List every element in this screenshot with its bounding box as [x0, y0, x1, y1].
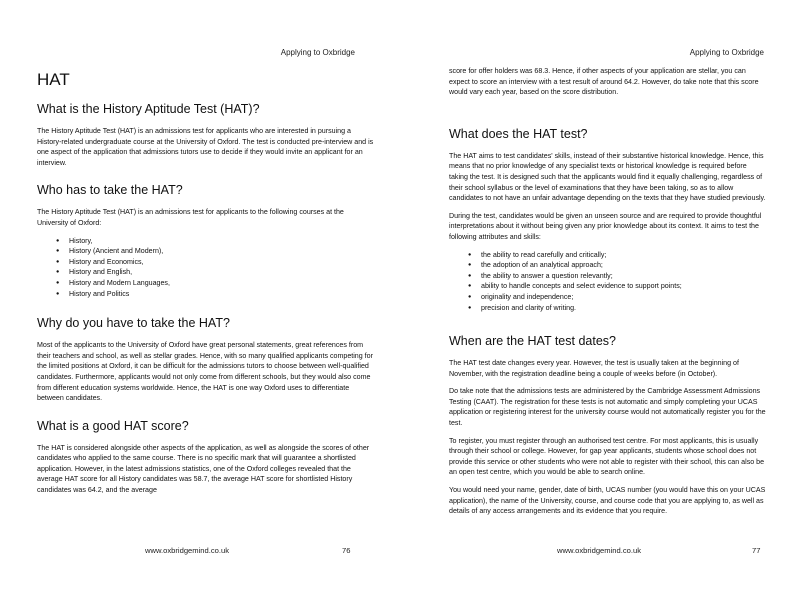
running-head: Applying to Oxbridge: [689, 48, 764, 57]
course-list: [56, 236, 375, 300]
list-item: ● History and English,: [56, 267, 375, 278]
paragraph: The HAT test date changes every year. However, the test is usually taken at the beginning of November, with the registration deadline being a couple of weeks before (in October).: [449, 359, 739, 378]
paragraph: To register, you must register through an authorised test centre. For most applicants, this is usually through their school or college. However, for gap year applicants, students whose school does not provide this service or other students who were not able to register with their school, this can also be an open test centre, which you would be able to search online.: [449, 436, 765, 477]
section-heading: What is a good HAT score?: [37, 418, 189, 433]
list-item: ● History,: [56, 236, 375, 247]
footer-url: www.oxbridgemind.co.uk: [145, 546, 229, 555]
section-heading: Who has to take the HAT?: [37, 183, 183, 198]
list-item: ● History (Ancient and Modern),: [56, 246, 375, 257]
list-item: ● History and Modern Languages,: [56, 278, 375, 289]
paragraph: The History Aptitude Test (HAT) is an admissions test for applicants who are interested in pursuing a History-related undergraduate course at the University of Oxford. The test is conducted pre-interview and is one aspect of the application that admissions tutors use to decide if they would invite an applicant for an interview.: [37, 127, 374, 167]
paragraph: You would need your name, gender, date of birth, UCAS number (you would have this on your UCAS application), the name of the University, course, and course code that you are applying to, as well as details of any access arrangements and its evidence that you require.: [449, 486, 766, 516]
right-page-content: [449, 66, 767, 524]
footer-url: www.oxbridgemind.co.uk: [557, 546, 641, 555]
paragraph: The HAT aims to test candidates' skills, instead of their substantive historical knowledge. Hence, this means that no prior knowledge of any specialist texts or historical knowledge is required before taking the test. It is designed such that the applicants would find it equally challenging, regardless of their school syllabus or the level of examinations that they have been taking, so as to allow candidates to not have an unfair advantage depending on the texts that they have studied previously.: [449, 151, 766, 203]
list-item: ● precision and clarity of writing.: [468, 303, 767, 314]
section-heading: When are the HAT test dates?: [449, 334, 616, 349]
right-page: [397, 0, 794, 596]
list-item: ● History and Economics,: [56, 257, 375, 268]
paragraph: Do take note that the admissions tests are administered by the Cambridge Assessment Admissions Testing (CAAT). The registration for these tests is not automatic and simply completing your UCAS application or registering interest for the university course would not automatically register you for the test.: [449, 387, 766, 428]
list-item: ● the ability to answer a question relevantly;: [468, 271, 767, 282]
paragraph: Most of the applicants to the University of Oxford have great personal statements, great references from their teachers and school, as well as stellar grades. Hence, with so many qualified applicants competing for the limited positions at Oxford, it can be difficult for the admissions tutors to choose between well-qualified candidates. Furthermore, applicants would not only come from different schools, but they would also come from different education systems worldwide. Hence, the HAT is one way Oxford uses to differentiate between candidates.: [37, 341, 373, 403]
section-heading: What is the History Aptitude Test (HAT)?: [37, 102, 260, 116]
list-item: ● originality and independence;: [468, 292, 767, 303]
paragraph: The HAT is considered alongside other aspects of the application, as well as alongside the scores of other candidates who applied to the same course. There is no specific mark that will guarantee a shortlisted application. However, in the latest admissions statistics, one of the Oxford colleges revealed that the average HAT score for all History candidates was 58.7, the average HAT score for shortlisted History candidates was 64.2, and the average: [37, 443, 370, 495]
paragraph: score for offer holders was 68.3. Hence, if other aspects of your application are stellar, you can expect to score an interview with a test result of around 64.2. However, do take note that this score would vary each year, based on the score distribution.: [449, 67, 759, 97]
skills-list: [468, 250, 767, 314]
list-item: ● History and Politics: [56, 289, 375, 300]
page-number: 77: [752, 546, 761, 555]
paragraph: During the test, candidates would be given an unseen source and are required to provide thoughtful interpretations about it without being given any prior knowledge about its context. It aims to test the following attributes and skills:: [449, 211, 762, 241]
list-item: ● the adoption of an analytical approach;: [468, 260, 767, 271]
section-heading: Why do you have to take the HAT?: [37, 316, 230, 331]
list-item: ● ability to handle concepts and select evidence to support points;: [468, 281, 767, 292]
page-number: 76: [342, 546, 351, 555]
chapter-title: HAT: [37, 70, 70, 89]
section-heading: What does the HAT test?: [449, 126, 588, 141]
list-item: ● the ability to read carefully and critically;: [468, 250, 767, 261]
paragraph: The History Aptitude Test (HAT) is an admissions test for applicants to the following courses at the University of Oxford:: [37, 208, 344, 227]
left-page-content: [37, 66, 375, 503]
running-head: Applying to Oxbridge: [280, 48, 355, 57]
